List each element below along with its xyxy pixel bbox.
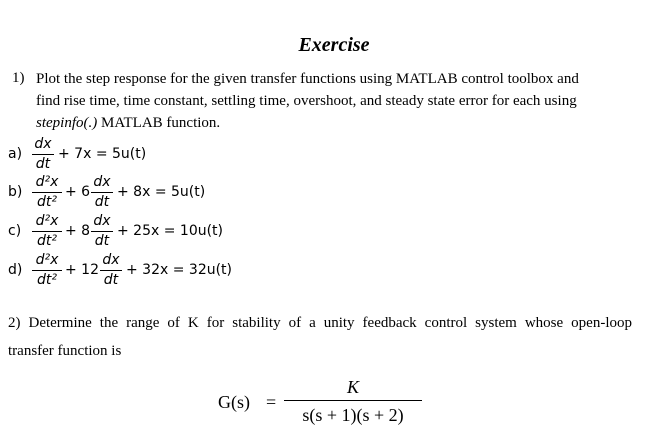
fraction-numerator: d²x (35, 174, 59, 190)
derivative-fraction (100, 252, 122, 289)
transfer-function-numerator: K (346, 377, 359, 397)
equation-a (8, 136, 208, 176)
coefficient: + 8 (65, 223, 91, 239)
question-1-line-3 (36, 111, 632, 135)
equation-c (8, 213, 248, 253)
equation-label: a) (8, 146, 23, 162)
second-derivative-fraction (32, 174, 62, 211)
second-derivative-fraction (32, 252, 62, 289)
fraction-numerator: d²x (35, 213, 59, 229)
transfer-function-fraction (284, 376, 422, 427)
equation-d (8, 252, 258, 292)
transfer-function (218, 376, 438, 432)
fraction-numerator: dx (34, 136, 52, 152)
fraction-numerator: dx (102, 252, 120, 268)
equation-label: b) (8, 184, 23, 200)
page-title: Exercise (298, 34, 370, 56)
derivative-fraction (91, 213, 113, 250)
fraction-denominator: dt (35, 156, 51, 172)
fraction-numerator: d²x (35, 252, 59, 268)
fraction-denominator: dt (103, 272, 119, 288)
coefficient: + 12 (65, 262, 99, 278)
derivative-fraction (91, 174, 113, 211)
question-1-line-2: find rise time, time constant, settling time, overshoot, and steady state error for each using (36, 93, 577, 109)
fraction-denominator: dt (94, 194, 110, 210)
coefficient: + 6 (65, 184, 91, 200)
question-2-line-1: 2) Determine the range of K for stability of a unity feedback control system whose open-loop (8, 315, 632, 331)
equation-label: c) (8, 223, 22, 239)
fraction-denominator: dt² (37, 233, 57, 249)
second-derivative-fraction (32, 213, 62, 250)
equation-label: d) (8, 262, 23, 278)
fraction-numerator: dx (93, 213, 111, 229)
equation-rest: + 8x = 5u(t) (117, 184, 206, 200)
question-1-number: 1) (12, 70, 25, 86)
equation-rest: + 7x = 5u(t) (58, 146, 147, 162)
stepinfo-function: stepinfo(.) (36, 115, 98, 131)
fraction-denominator: dt² (37, 194, 57, 210)
fraction-denominator: dt² (37, 272, 57, 288)
fraction-numerator: dx (93, 174, 111, 190)
equation-rest: + 25x = 10u(t) (117, 223, 224, 239)
equation-b (8, 174, 238, 214)
question-1-line-1: Plot the step response for the given transfer functions using MATLAB control toolbox and (36, 71, 579, 87)
question-1-line-3-rest: MATLAB function. (97, 115, 221, 131)
derivative-fraction (32, 136, 54, 173)
transfer-function-lhs: G(s) (218, 392, 250, 412)
equation-rest: + 32x = 32u(t) (126, 262, 233, 278)
fraction-denominator: dt (94, 233, 110, 249)
equals-sign: = (266, 392, 277, 412)
question-2-line-2: transfer function is (8, 343, 122, 359)
transfer-function-denominator: s(s + 1)(s + 2) (302, 405, 404, 425)
